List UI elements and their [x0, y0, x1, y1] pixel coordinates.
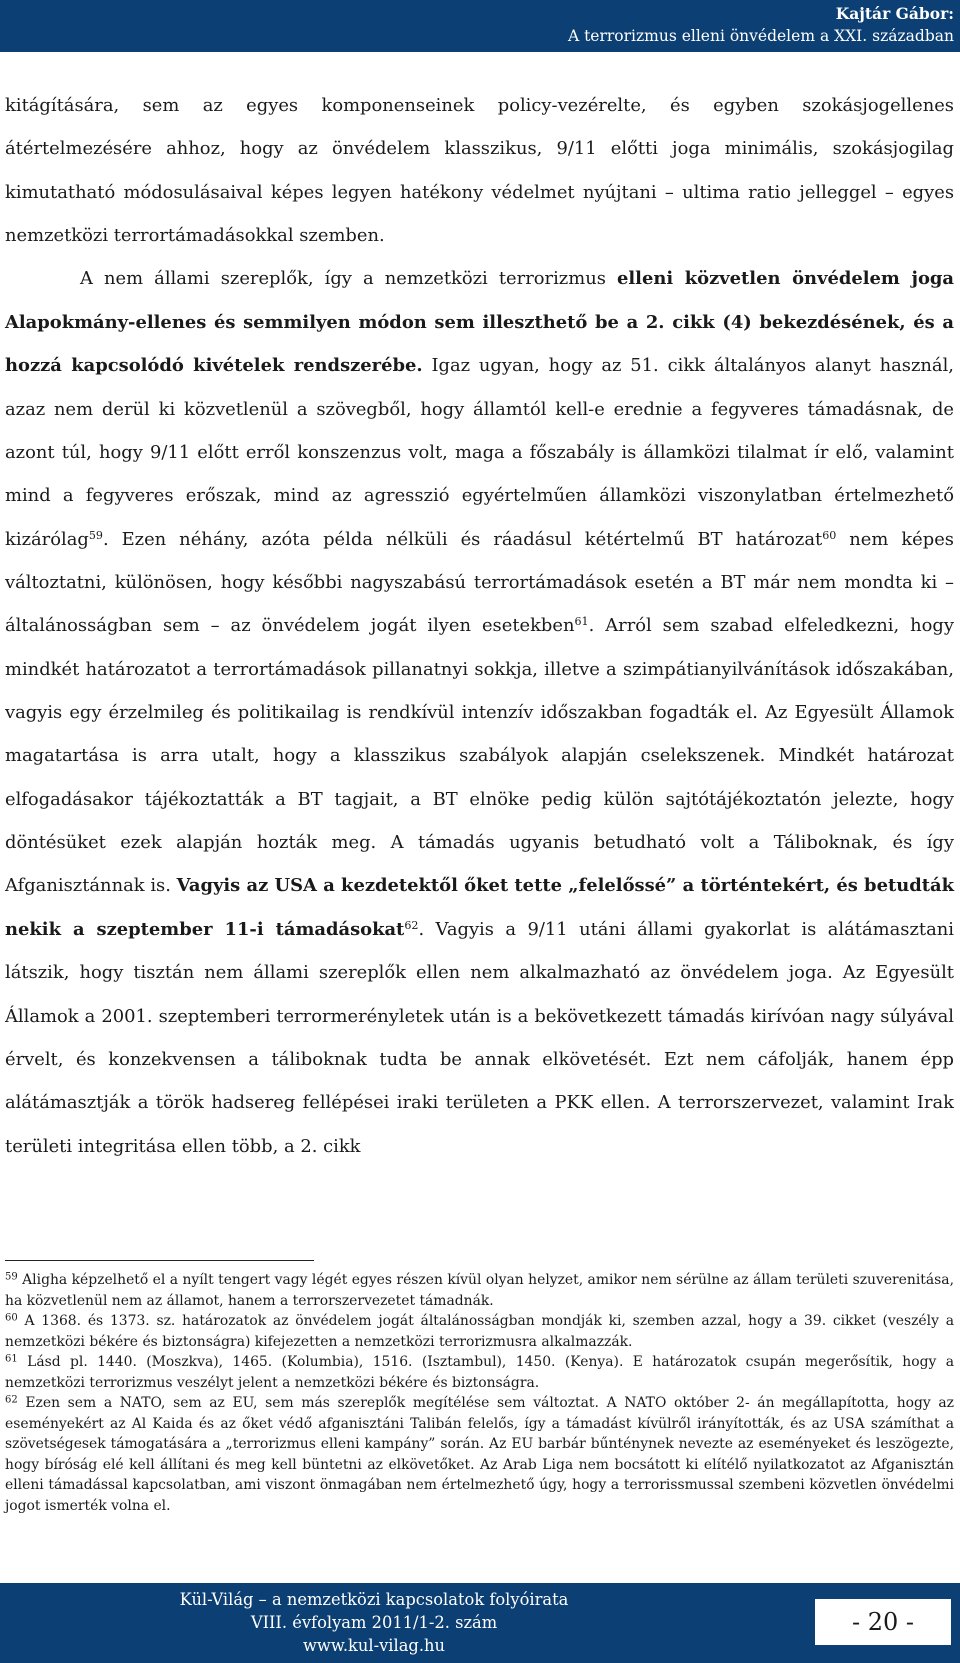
- footnote-61: [5, 1352, 954, 1393]
- footnote-number: 59: [5, 1271, 18, 1283]
- footnote-ref-59[interactable]: 59: [88, 528, 103, 542]
- footer-journal: Kül-Világ – a nemzetközi kapcsolatok folyóirata: [179, 1590, 569, 1609]
- footer-url[interactable]: www.kul-vilag.hu: [303, 1636, 445, 1655]
- p2-bold-2: Vagyis az USA a kezdetektől őket tette „felelőssé” a történtekért, és betudták nekik a szeptember 11-i támadásokat: [5, 875, 954, 940]
- page-footer: [0, 1583, 960, 1663]
- page-number: - 20 -: [815, 1599, 951, 1645]
- footnotes: [5, 1270, 954, 1516]
- paragraph-2: [5, 257, 954, 1168]
- footnote-ref-60[interactable]: 60: [822, 528, 837, 542]
- header-author: Kajtár Gábor:: [835, 4, 954, 23]
- footnote-number: 61: [5, 1353, 18, 1365]
- running-header: [0, 0, 960, 52]
- p2-segment-6: . Vagyis a 9/11 utáni állami gyakorlat is alátámasztani látszik, hogy tisztán nem állami szereplők ellen nem alkalmazható az önvédelem joga. Az Egyesült Államok a 2001. szeptemberi terrormerényletek után is a bekövetkezett támadás kirívóan nagy súlyával érvelt, és konzekvensen a táliboknak tudta be annak elkövetését. Ezt nem cáfolják, hanem épp alátámasztják a török hadsereg fellépései iraki területen a PKK ellen. A terrorszervezet, valamint Irak területi integritása ellen több, a 2. cikk: [5, 918, 954, 1157]
- footnote-text: A 1368. és 1373. sz. határozatok az önvédelem jogát általánosságban mondják ki, szemben azzal, hogy a 39. cikket (veszély a nemzetközi békére és biztonságra) kifejezetten a nemzetközi terrorizmusra alkalmazzák.: [5, 1313, 954, 1350]
- footnote-separator: [5, 1260, 314, 1261]
- footnote-text: Aligha képzelhető el a nyílt tengert vagy légét egyes részen kívül olyan helyzet, amikor nem sérülne az állam területi szuverenitása, ha közvetlenül nem az államot, hanem a terrorszervezetet támadnák.: [5, 1272, 954, 1309]
- footnote-text: Lásd pl. 1440. (Moszkva), 1465. (Kolumbia), 1516. (Isztambul), 1450. (Kenya). E határozatok csupán megerősítik, hogy a nemzetközi terrorizmus veszélyt jelent a nemzetközi békére és biztonságra.: [5, 1354, 954, 1391]
- footnote-text: Ezen sem a NATO, sem az EU, sem más szereplők megítélése sem változtat. A NATO október 2- án megállapította, hogy az eseményekért az Al Kaida és az őket védő afganisztáni Talibán felelős, így a támadást kívülről irányították, és az USA számíthat a szövetségesek támogatására a „terrorizmus elleni kampány” során. Az EU barbár bűnténynek nevezte az eseményeket és leszögezte, hogy bíróság elé kell állítani és meg kell büntetni az elkövetőket. Az Arab Liga nem bocsátott ki elítélő nyilatkozatot az Afganisztán elleni támadással kapcsolatban, ami viszont önmagában nem értelmezhető úgy, hogy a terrorissmussal szembeni közvetlen önvédelmi jogot ismerték volna el.: [5, 1395, 954, 1514]
- p2-bold-1: elleni közvetlen önvédelem joga Alapokmány-ellenes és semmilyen módon sem illeszthető be a 2. cikk (4) bekezdésének, és a hozzá kapcsolódó kivételek rendszerébe.: [5, 268, 954, 377]
- footnote-60: [5, 1311, 954, 1352]
- p2-segment-1: A nem állami szereplők, így a nemzetközi terrorizmus: [80, 268, 617, 290]
- p2-segment-4: nem képes változtatni, különösen, hogy későbbi nagyszabású terrortámadások esetén a BT már nem mondta ki – általánosságban sem – az önvédelem jogát ilyen esetekben: [5, 528, 954, 637]
- header-title: A terrorizmus elleni önvédelem a XXI. században: [567, 27, 954, 45]
- footnote-number: 62: [5, 1394, 18, 1406]
- footnote-number: 60: [5, 1312, 18, 1324]
- footnote-ref-61[interactable]: 61: [574, 615, 589, 629]
- footnote-59: [5, 1270, 954, 1311]
- p2-segment-2: Igaz ugyan, hogy az 51. cikk általányos alanyt használ, azaz nem derül ki közvetlenül a szövegből, hogy államtól kell-e erednie a fegyveres támadásnak, de azont túl, hogy 9/11 előtt erről konszenzus volt, maga a főszabály is államközi tilalmat ír elő, valamint mind a fegyveres erőszak, mind az agresszió egyértelműen államközi viszonylatban értelmezhető kizárólag: [5, 355, 954, 550]
- paragraph-1: kitágítására, sem az egyes komponenseinek policy-vezérelte, és egyben szokásjogellenes átértelmezésére ahhoz, hogy az önvédelem klasszikus, 9/11 előtti joga minimális, szokásjogilag kimutatható módosulásaival képes legyen hatékony védelmet nyújtani – ultima ratio jelleggel – egyes nemzetközi terrortámadásokkal szemben.: [5, 95, 954, 247]
- footer-issue: VIII. évfolyam 2011/1-2. szám: [250, 1613, 498, 1632]
- p2-segment-5: . Arról sem szabad elfeledkezni, hogy mindkét határozatot a terrortámadások pillanatnyi sokkja, illetve a szimpátianyilvánítások időszakában, vagyis egy érzelmileg és politikailag is rendkívül intenzív időszakban fogadták el. Az Egyesült Államok magatartása is arra utalt, hogy a klasszikus szabályok alapján cselekszenek. Mindkét határozat elfogadásakor tájékoztatták a BT tagjait, a BT elnöke pedig külön sajtótájékoztatón jelezte, hogy döntésüket ezek alapján hozták meg. A támadás ugyanis betudható volt a Táliboknak, és így Afganisztánnak is.: [5, 615, 954, 897]
- footnote-62: [5, 1393, 954, 1516]
- footnote-ref-62[interactable]: 62: [404, 918, 419, 932]
- main-text: [5, 84, 954, 1168]
- p2-segment-3: . Ezen néhány, azóta példa nélküli és ráadásul kétértelmű BT határozat: [102, 528, 823, 550]
